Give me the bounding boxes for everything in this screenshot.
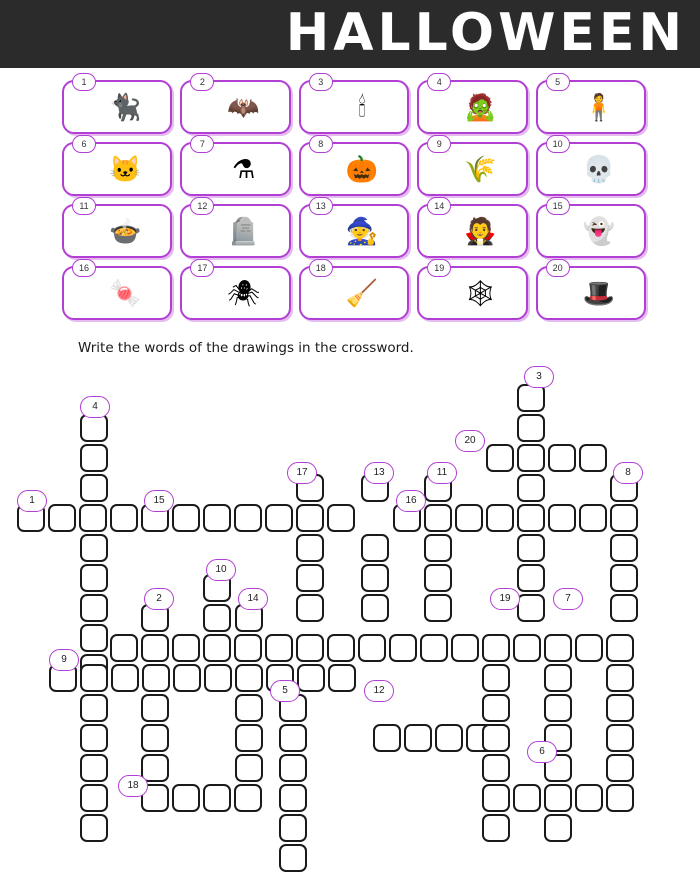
crossword-cell[interactable] [141,724,169,752]
ghost-icon: 👻 [582,216,616,246]
spider-icon: 🕷 [227,278,261,308]
broom-icon: 🧹 [345,278,379,308]
crossword-cell[interactable] [80,784,108,812]
picture-card-number: 2 [190,73,214,91]
crossword-clue-number: 6 [527,741,557,763]
crossword-cell[interactable] [279,784,307,812]
crossword-cell[interactable] [172,634,200,662]
crossword-cell[interactable] [296,634,324,662]
crossword-cell[interactable] [424,594,452,622]
crossword-clue-number: 4 [80,396,110,418]
crossword-cell[interactable] [606,754,634,782]
crossword-cell[interactable] [79,504,107,532]
picture-card-number: 6 [72,135,96,153]
scarecrow-icon: 🌾 [464,154,497,184]
crossword-cell[interactable] [80,724,108,752]
crossword-cell[interactable] [544,784,572,812]
picture-card-number: 11 [72,197,96,215]
crossword-cell[interactable] [517,474,545,502]
crossword-cell[interactable] [80,474,108,502]
crossword-cell[interactable] [279,844,307,872]
crossword-clue-number: 12 [364,680,394,702]
picture-card-number: 15 [546,197,570,215]
picture-card[interactable] [180,77,290,134]
picture-card[interactable] [62,139,172,196]
crossword-cell[interactable] [361,594,389,622]
crossword-cell[interactable] [111,664,139,692]
picture-card-number: 9 [427,135,451,153]
picture-card-row [62,263,646,320]
crossword-cell[interactable] [296,564,324,592]
crossword-cell[interactable] [517,564,545,592]
witch-icon: 🧙 [345,216,379,246]
picture-card-number: 10 [546,135,570,153]
black-cat-icon: 🐈‍⬛ [109,92,142,122]
crossword-clue-number: 11 [427,462,457,484]
picture-card[interactable] [180,263,290,320]
picture-card[interactable] [299,263,409,320]
instruction-text: Write the words of the drawings in the crossword. [78,340,414,356]
crossword-cell[interactable] [141,694,169,722]
cats-icon: 🐱 [109,154,142,184]
crossword-clue-number: 1 [17,490,47,512]
crossword-cell[interactable] [265,504,293,532]
picture-card[interactable] [62,263,172,320]
crossword-clue-number: 3 [524,366,554,388]
mummy-icon: 🧍 [582,92,616,122]
crossword-cell[interactable] [235,754,263,782]
crossword-clue-number: 15 [144,490,174,512]
crossword-cell[interactable] [327,634,355,662]
crossword-cell[interactable] [80,444,108,472]
crossword-clue-number: 16 [396,490,426,512]
crossword-cell[interactable] [482,814,510,842]
picture-card-number: 16 [72,259,96,277]
crossword-cell[interactable] [579,504,607,532]
picture-card[interactable] [299,201,409,258]
candle-icon: 🕯 [358,92,366,122]
picture-card-number: 12 [190,197,214,215]
picture-card[interactable] [62,201,172,258]
picture-card-row [62,201,646,258]
crossword-cell[interactable] [265,634,293,662]
picture-card[interactable] [417,139,527,196]
pumpkin-icon: 🎃 [345,154,379,184]
crossword-cell[interactable] [279,814,307,842]
crossword-cell[interactable] [606,634,634,662]
picture-card[interactable] [536,201,646,258]
crossword-clue-number: 18 [118,775,148,797]
crossword-cell[interactable] [482,694,510,722]
crossword-cell[interactable] [80,814,108,842]
crossword-cell[interactable] [203,784,231,812]
crossword-cell[interactable] [80,594,108,622]
crossword-cell[interactable] [203,634,231,662]
candy-corn-icon: 🍬 [109,278,142,308]
crossword-grid[interactable] [0,360,700,895]
picture-card[interactable] [417,201,527,258]
crossword-cell[interactable] [296,594,324,622]
title-banner [0,0,700,68]
crossword-clue-number: 5 [270,680,300,702]
crossword-cell[interactable] [358,634,386,662]
crossword-cell[interactable] [80,624,108,652]
spider-web-icon: 🕸 [463,278,497,308]
crossword-cell[interactable] [610,504,638,532]
crossword-cell[interactable] [234,504,262,532]
crossword-cell[interactable] [575,784,603,812]
picture-card-number: 18 [309,259,333,277]
crossword-cell[interactable] [279,754,307,782]
bat-icon: 🦇 [227,92,260,122]
picture-card[interactable] [299,77,409,134]
crossword-cell[interactable] [606,724,634,752]
crossword-cell[interactable] [296,534,324,562]
crossword-cell[interactable] [482,754,510,782]
crossword-cell[interactable] [610,534,638,562]
crossword-cell[interactable] [486,444,514,472]
picture-card-number: 8 [309,135,333,153]
crossword-clue-number: 14 [238,588,268,610]
crossword-cell[interactable] [235,724,263,752]
crossword-cell[interactable] [482,724,510,752]
picture-card-number: 17 [190,259,214,277]
picture-card[interactable] [417,263,527,320]
crossword-cell[interactable] [482,664,510,692]
crossword-cell[interactable] [404,724,432,752]
tombstone-icon: 🪦 [227,216,260,246]
crossword-cell[interactable] [80,754,108,782]
crossword-cell[interactable] [361,564,389,592]
crossword-cell[interactable] [389,634,417,662]
crossword-cell[interactable] [517,504,545,532]
picture-card-row [62,77,646,134]
crossword-cell[interactable] [544,664,572,692]
crossword-cell[interactable] [110,634,138,662]
crossword-clue-number: 20 [455,430,485,452]
crossword-cell[interactable] [606,694,634,722]
picture-card-number: 5 [546,73,570,91]
crossword-clue-number: 10 [206,559,236,581]
crossword-cell[interactable] [610,594,638,622]
crossword-cell[interactable] [80,694,108,722]
picture-card[interactable] [299,139,409,196]
crossword-cell[interactable] [544,694,572,722]
crossword-cell[interactable] [279,724,307,752]
picture-card[interactable] [180,201,290,258]
crossword-cell[interactable] [235,664,263,692]
crossword-cell[interactable] [141,634,169,662]
crossword-cell[interactable] [486,504,514,532]
crossword-clue-number: 9 [49,649,79,671]
crossword-cell[interactable] [203,604,231,632]
crossword-cell[interactable] [297,664,325,692]
crossword-cell[interactable] [204,664,232,692]
crossword-cell[interactable] [424,564,452,592]
crossword-cell[interactable] [517,384,545,412]
crossword-cell[interactable] [110,504,138,532]
picture-card[interactable] [536,77,646,134]
picture-card[interactable] [62,77,172,134]
crossword-cell[interactable] [296,504,324,532]
crossword-cell[interactable] [48,504,76,532]
crossword-cell[interactable] [235,694,263,722]
crossword-cell[interactable] [544,634,572,662]
crossword-cell[interactable] [424,534,452,562]
crossword-cell[interactable] [451,634,479,662]
crossword-cell[interactable] [327,504,355,532]
crossword-clue-number: 8 [613,462,643,484]
picture-card-row [62,139,646,196]
crossword-cell[interactable] [606,664,634,692]
picture-card[interactable] [536,139,646,196]
crossword-clue-number: 7 [553,588,583,610]
crossword-cell[interactable] [517,594,545,622]
potion-icon: ⚗ [231,154,256,184]
skeleton-icon: 💀 [582,154,616,184]
picture-card-grid [62,77,646,328]
picture-card[interactable] [536,263,646,320]
picture-card-number: 14 [427,197,451,215]
vampire-icon: 🧛 [464,216,497,246]
crossword-cell[interactable] [517,534,545,562]
crossword-cell[interactable] [548,444,576,472]
frankenstein-icon: 🧟 [464,92,497,122]
crossword-cell[interactable] [548,504,576,532]
picture-card[interactable] [417,77,527,134]
crossword-cell[interactable] [435,724,463,752]
crossword-cell[interactable] [513,784,541,812]
crossword-cell[interactable] [361,534,389,562]
crossword-cell[interactable] [203,504,231,532]
crossword-cell[interactable] [610,564,638,592]
crossword-cell[interactable] [482,784,510,812]
crossword-cell[interactable] [517,444,545,472]
crossword-cell[interactable] [575,634,603,662]
crossword-clue-number: 19 [490,588,520,610]
crossword-clue-number: 13 [364,462,394,484]
crossword-cell[interactable] [513,634,541,662]
crossword-cell[interactable] [234,634,262,662]
crossword-cell[interactable] [579,444,607,472]
picture-card-number: 3 [309,73,333,91]
crossword-cell[interactable] [173,664,201,692]
cauldron-icon: 🍲 [109,216,142,246]
crossword-cell[interactable] [80,534,108,562]
page-title: HALLOWEEN [285,3,686,63]
crossword-cell[interactable] [420,634,448,662]
picture-card[interactable] [180,139,290,196]
crossword-cell[interactable] [455,504,483,532]
crossword-clue-number: 17 [287,462,317,484]
crossword-cell[interactable] [234,784,262,812]
crossword-cell[interactable] [80,564,108,592]
crossword-cell[interactable] [142,664,170,692]
crossword-cell[interactable] [424,504,452,532]
picture-card-number: 1 [72,73,96,91]
picture-card-number: 7 [190,135,214,153]
crossword-cell[interactable] [482,634,510,662]
picture-card-number: 19 [427,259,451,277]
crossword-cell[interactable] [172,504,200,532]
crossword-cell[interactable] [172,784,200,812]
picture-card-number: 20 [546,259,570,277]
crossword-clue-number: 2 [144,588,174,610]
crossword-cell[interactable] [80,414,108,442]
picture-card-number: 13 [309,197,333,215]
crossword-cell[interactable] [328,664,356,692]
crossword-cell[interactable] [606,784,634,812]
crossword-cell[interactable] [544,814,572,842]
crossword-cell[interactable] [517,414,545,442]
crossword-cell[interactable] [373,724,401,752]
witch-hat-icon: 🎩 [582,278,616,308]
picture-card-number: 4 [427,73,451,91]
crossword-cell[interactable] [80,664,108,692]
